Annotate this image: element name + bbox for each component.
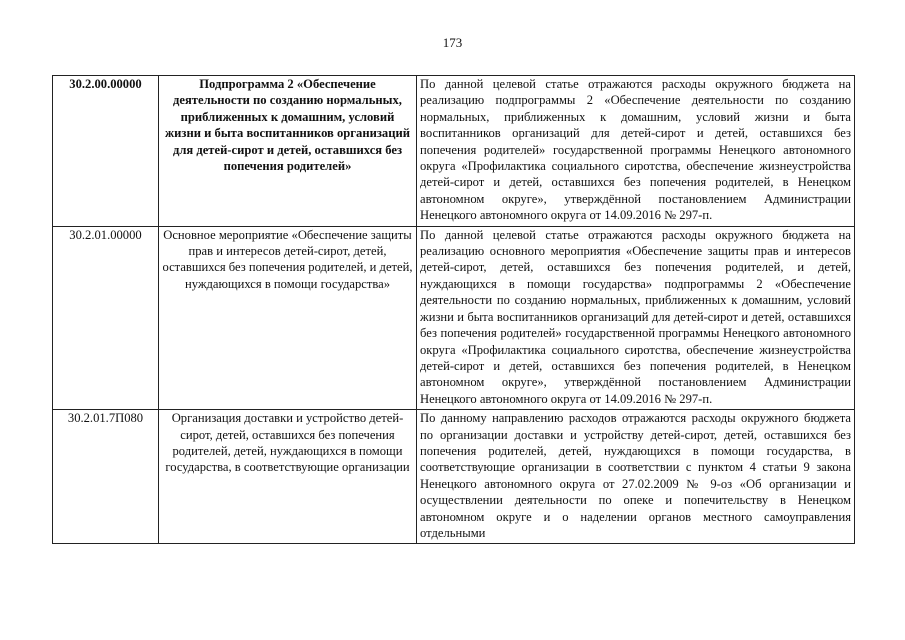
target-article-code: 30.2.00.00000 [53, 76, 159, 227]
target-article-name: Подпрограмма 2 «Обеспечение деятельности по созданию нормальных, приближенных к домашним, условий жизни и быта воспитанников организаций для детей-сирот и детей, оставшихся без попечения родителей» [159, 76, 417, 227]
budget-classification-table [52, 75, 855, 544]
target-article-description: По данной целевой статье отражаются расходы окружного бюджета на реализацию подпрограммы 2 «Обеспечение деятельности по созданию нормальных, приближенных к домашним, условий жизни и быта воспитанников организаций для детей-сирот и детей, оставшихся без попечения родителей» государственной программы Ненецкого автономного округа «Профилактика социального сиротства, обеспечение жизнеустройства детей-сирот и детей, оставшихся без попечения родителей, в Ненецком автономном округе», утверждённой постановлением Администрации Ненецкого автономного округа от 14.09.2016 № 297-п. [417, 76, 855, 227]
table-row [53, 76, 855, 227]
page-number: 173 [442, 35, 463, 50]
table-row [53, 410, 855, 544]
target-article-description: По данному направлению расходов отражаются расходы окружного бюджета по организации доставки и устройству детей-сирот, детей, оставшихся без попечения родителей, детей, нуждающихся в помощи государства, в соответствующие организации в соответствии с пунктом 4 статьи 9 закона Ненецкого автономного округа от 27.02.2009 № 9-оз «Об организации и осуществлении деятельности по опеке и попечительству в Ненецком автономном округе и о наделении органов местного самоуправления отдельными [417, 410, 855, 544]
target-article-code: 30.2.01.00000 [53, 226, 159, 409]
target-article-description: По данной целевой статье отражаются расходы окружного бюджета на реализацию основного мероприятия «Обеспечение защиты прав и интересов детей-сирот, детей, оставшихся без попечения родителей, и детей, нуждающихся в помощи государства» подпрограммы 2 «Обеспечение деятельности по созданию нормальных, приближенных к домашним, условий жизни и быта воспитанников организаций для детей-сирот и детей, оставшихся без попечения родителей» государственной программы Ненецкого автономного округа «Профилактика социального сиротства, обеспечение жизнеустройства детей-сирот и детей, оставшихся без попечения родителей, в Ненецком автономном округе», утверждённой постановлением Администрации Ненецкого автономного округа от 14.09.2016 № 297-п. [417, 226, 855, 409]
target-article-code: 30.2.01.7П080 [53, 410, 159, 544]
table-row [53, 226, 855, 409]
target-article-name: Организация доставки и устройство детей-сирот, детей, оставшихся без попечения родителей, детей, нуждающихся в помощи государства, в соответствующие организации [159, 410, 417, 544]
target-article-name: Основное мероприятие «Обеспечение защиты прав и интересов детей-сирот, детей, оставшихся без попечения родителей, и детей, нуждающихся в помощи государства» [159, 226, 417, 409]
